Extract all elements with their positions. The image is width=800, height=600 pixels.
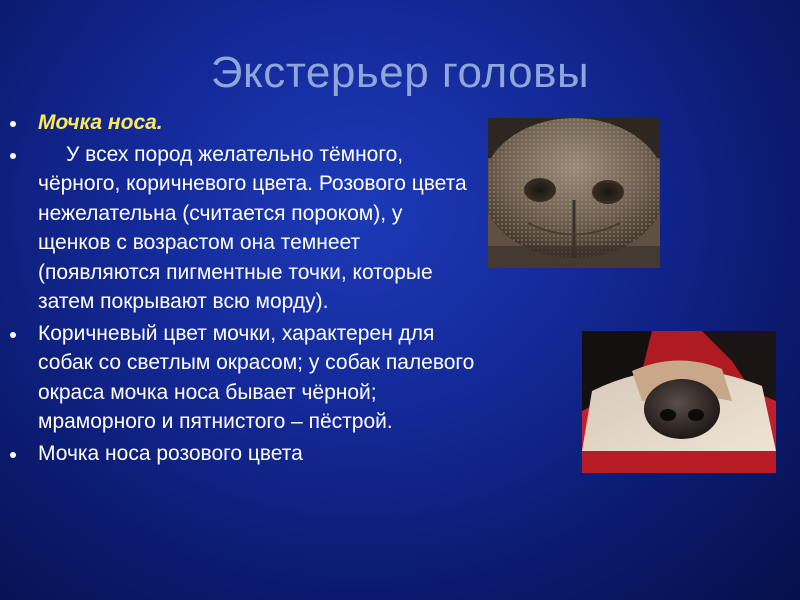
bullet-list [6,108,476,470]
bullet-icon [10,452,16,458]
dog-face-image [582,331,776,473]
slide-title: Экстерьер головы [210,48,590,97]
bullet-icon [10,332,16,338]
bullet-heading-text: Мочка носа. [38,111,163,134]
bullet-item-heading [6,108,476,138]
dog-nose-closeup-image [488,118,660,268]
bullet-text: Коричневый цвет мочки, характерен для собак со светлым окрасом; у собак палевого окраса мочка носа бывает чёрной; мраморного и пятнистого – пёстрой. [38,321,475,433]
bullet-item [6,439,476,469]
bullet-icon [10,153,16,159]
bullet-item [6,319,476,437]
bullet-text: Мочка носа розового цвета [38,441,303,465]
bullet-text: У всех пород желательно тёмного, чёрного, коричневого цвета. Розового цвета нежелательна (считается пороком), у щенков с возрастом она темнеет (появляются пигментные точки, которые затем покрывают всю морду). [38,142,467,313]
bullet-item [6,140,476,317]
bullet-icon [10,121,16,127]
